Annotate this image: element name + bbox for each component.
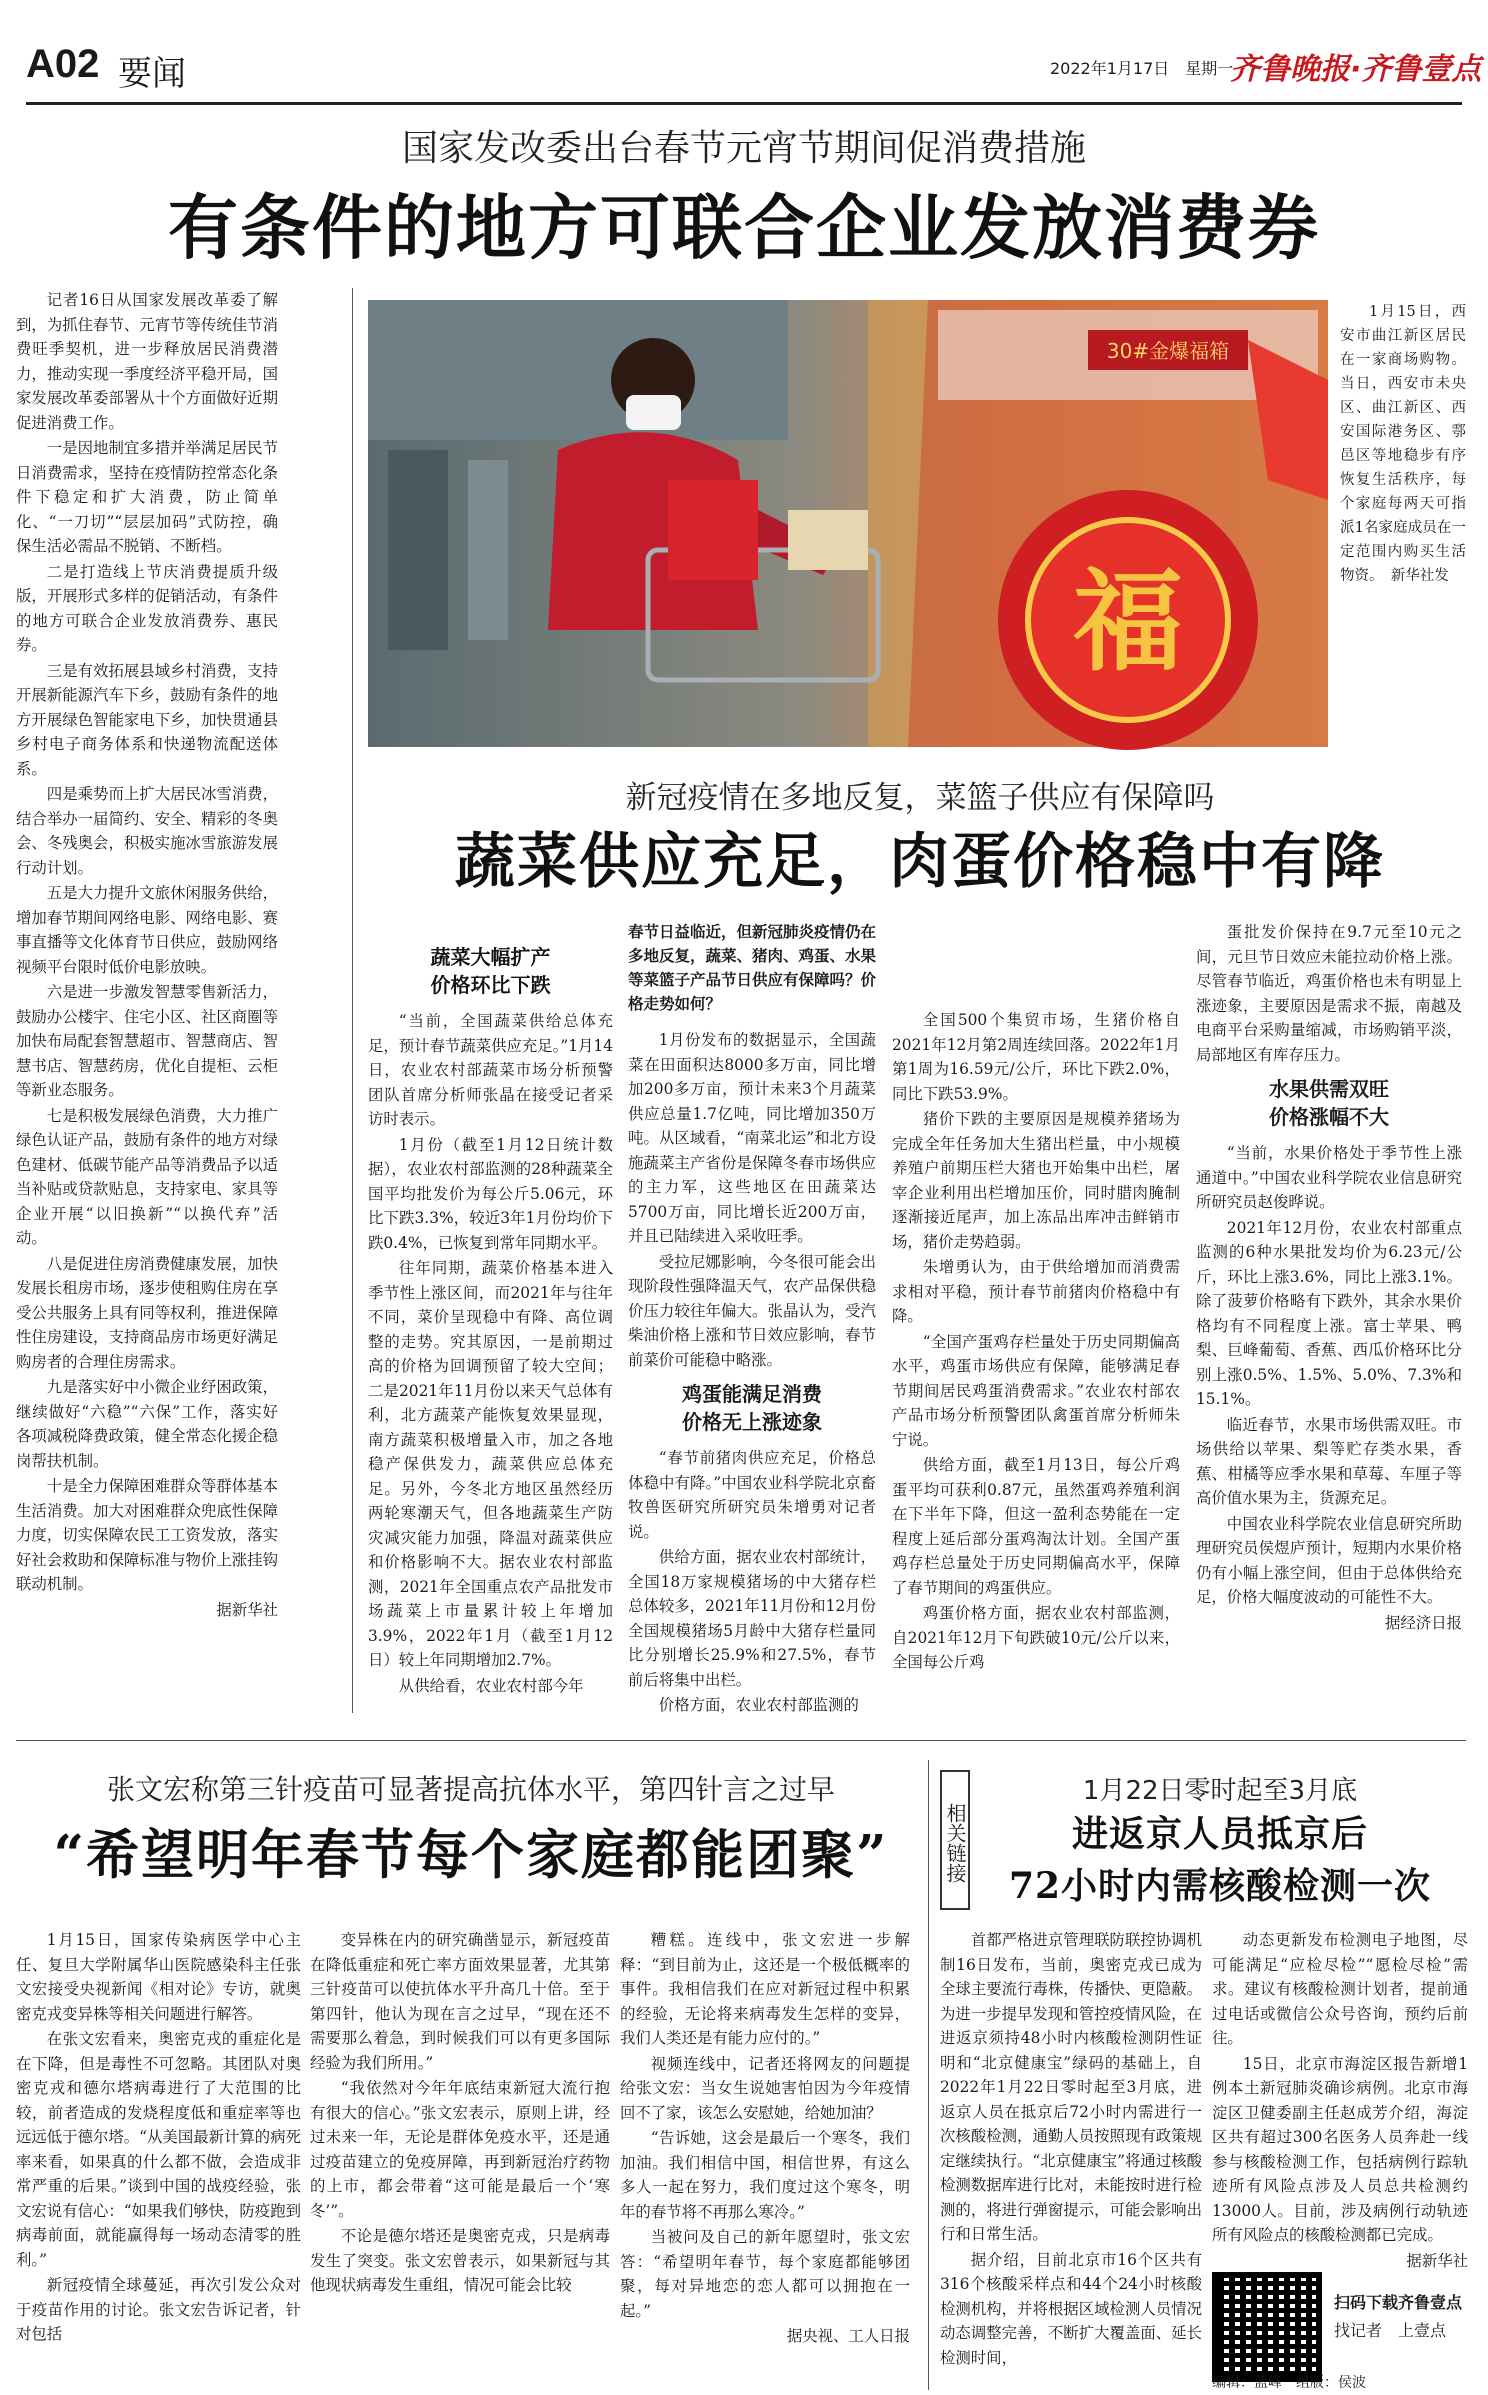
header-rule (26, 102, 1462, 105)
a3-paragraph: 不论是德尔塔还是奥密克戎，只是病毒发生了突变。张文宏曾表示，如果新冠与其他现状病毒发生重组，情况可能会比较 (310, 2227, 610, 2294)
a3-source: 据央视、工人日报 (786, 2327, 910, 2345)
qr-line2: 找记者 上壹点 (1334, 2321, 1447, 2340)
photo-sign-text: 30#金爆福箱 (1106, 339, 1230, 363)
a3-paragraph: 视频连线中，记者还将网友的问题提给张文宏：当女生说她害怕因为今年疫情回不了家，该怎么安慰她，给她加油？ (620, 2054, 910, 2122)
column-divider (352, 288, 353, 1713)
a2-sub1: 蔬菜大幅扩产 价格环比下跌 (430, 945, 551, 997)
column-divider-2 (928, 1760, 929, 2390)
a1-paragraph: 记者16日从国家发展改革委了解到，为抓住春节、元宵节等传统佳节消费旺季契机，进一步释放居民消费潜力，推动实现一季度经济平稳开局，国家发展改革委部署从十个方面做好近期促进消费工作。 (16, 291, 278, 432)
a1-paragraph: 三是有效拓展县域乡村消费，支持开展新能源汽车下乡，鼓励有条件的地方开展绿色智能家电下乡，加快贯通县乡村电子商务体系和快递物流配送体系。 (16, 661, 278, 778)
a1-headline: 有条件的地方可联合企业发放消费券 (168, 186, 1320, 269)
a1-source: 据新华社 (216, 1600, 278, 1619)
a1-photo-caption: 1月15日，西安市曲江新区居民在一家商场购物。当日，西安市未央区、曲江新区、西安国际港务区、鄠邑区等地稳步有序恢复生活秩序，每个家庭每两天可指派1名家庭成员在一定范围内购买生活物资。 新华社发 (1340, 304, 1466, 584)
page-code: A02 (26, 42, 100, 86)
a1-paragraph: 二是打造线上节庆消费提质升级版，开展形式多样的促销活动，有条件的地方可联合企业发放消费券、惠民券。 (16, 562, 278, 654)
a3-paragraph: 变异株在内的研究确凿显示，新冠疫苗在降低重症和死亡率方面效果显著，尤其第三针疫苗可以使抗体水平升高几十倍。至于第四针，他认为现在言之过早，“现在还不需要那么着急，到时候我们可以有更多国际经验为我们所用。” (310, 1931, 610, 2072)
a3-paragraph: “告诉她，这会是最后一个寒冬，我们加油。我们相信中国，相信世界，有这么多人一起在努力，我们度过这个寒冬，明年的春节将不再那么寒冷。” (620, 2129, 910, 2221)
a4-headline: 进返京人员抵京后 72小时内需核酸检测一次 (1008, 1813, 1432, 1907)
a3-paragraph: 新冠疫情全球蔓延，再次引发公众对于疫苗作用的讨论。张文宏告诉记者，针对包括 (16, 2276, 301, 2343)
issue-date: 2022年1月17日 星期一 (1050, 59, 1234, 78)
a2-col2 (628, 920, 877, 1714)
a2-paragraph: 鸡蛋价格方面，据农业农村部监测，自2021年12月下旬跌破10元/公斤以来，全国每公斤鸡 (892, 1604, 1180, 1671)
a4-source: 据新华社 (1406, 2251, 1468, 2270)
a2-sub2: 鸡蛋能满足消费 价格无上涨迹象 (682, 1382, 822, 1434)
a2-paragraph: “当前，水果价格处于季节性上涨通道中。”中国农业科学院农业信息研究所研究员赵俊晔说。 (1196, 1144, 1462, 1211)
a2-paragraph: “当前，全国蔬菜供给总体充足，预计春节蔬菜供应充足。”1月14日，农业农村部蔬菜市场分析预警团队首席分析师张晶在接受记者采访时表示。 (368, 1012, 614, 1128)
a1-paragraph: 六是进一步激发智慧零售新活力，鼓励办公楼宇、住宅小区、社区商圈等加快布局配套智慧超市、智慧商店、智慧书店、智慧药房，优化自提柜、云柜等新业态服务。 (16, 983, 278, 1099)
shopping-photo (368, 300, 1328, 747)
a2-col3 (892, 1008, 1180, 1705)
a4-kicker: 1月22日零时起至3月底 (1082, 1776, 1358, 1806)
a3-kicker: 张文宏称第三针疫苗可显著提高抗体水平，第四针言之过早 (106, 1773, 835, 1806)
qr-line1: 扫码下载齐鲁壹点 (1334, 2293, 1463, 2312)
fu-character: 福 (1073, 557, 1183, 686)
related-link-tag: 相关链接 (940, 1770, 970, 1910)
a2-paragraph: 价格方面，农业农村部监测的 (658, 1696, 859, 1714)
a4-col1 (940, 1928, 1202, 2393)
a1-paragraph: 八是促进住房消费健康发展，加快发展长租房市场，逐步使租购住房在享受公共服务上具有同等权利，推进保障性住房建设，支持商品房市场更好满足购房者的合理住房需求。 (16, 1254, 278, 1371)
a2-sub3: 水果供需双旺 价格涨幅不大 (1269, 1077, 1389, 1129)
a3-paragraph: “我依然对今年年底结束新冠大流行抱有很大的信心。”张文宏表示，原则上讲，经过未来一年，无论是群体免疫水平，还是通过疫苗建立的免疫屏障，再到新冠治疗药物的上市，都会带着“这可能是最后一个‘寒冬’”。 (310, 2079, 610, 2220)
a4-paragraph: 首都严格进京管理联防联控协调机制16日发布，当前，奥密克戎已成为全球主要流行毒株，传播快、更隐蔽。为进一步提早发现和管控疫情风险，在进返京须持48小时内核酸检测阴性证明和“北京健康宝”绿码的基础上，自2022年1月22日零时起至3月底，进返京人员在抵京后72小时内需进行一次核酸检测，通勤人员按照现有政策规定继续执行。“北京健康宝”将通过核酸检测数据库进行比对，未能按时进行检测的，将进行弹窗提示，可能会影响出行和日常生活。 (940, 1931, 1202, 2243)
a3-paragraph: 在张文宏看来，奥密克戎的重症化是在下降，但是毒性不可忽略。其团队对奥密克戎和德尔塔病毒进行了大范围的比较，前者造成的发烧程度低和重症率等也远远低于德尔塔。“从美国最新计算的病死率来看，如果真的什么都不做，会造成非常严重的后果。”谈到中国的战疫经验，张文宏说有信心：“如果我们够快，防疫跑到病毒前面，就能赢得每一场动态清零的胜利。” (16, 2030, 301, 2269)
section-divider (16, 1740, 1466, 1741)
a2-paragraph: 猪价下跌的主要原因是规模养猪场为完成全年任务加大生猪出栏量，中小规模养殖户前期压栏大猪也开始集中出栏，屠宰企业利用出栏增加压价，同时腊肉腌制逐渐接近尾声，加上冻品出库冲击鲜销市场，猪价走势趋弱。 (892, 1110, 1180, 1251)
a3-headline: “希望明年春节每个家庭都能团聚” (53, 1824, 889, 1886)
a1-kicker: 国家发改委出台春节元宵节期间促消费措施 (401, 128, 1086, 169)
a1-photo (368, 300, 1328, 747)
a4-paragraph: 据介绍，目前北京市16个区共有316个核酸采样点和44个24小时核酸检测机构，并将根据区域检测人员情况动态调整完善，不断扩大覆盖面、延长检测时间， (940, 2250, 1202, 2367)
a2-intro: 春节日益临近，但新冠肺炎疫情仍在多地反复，蔬菜、猪肉、鸡蛋、水果等菜篮子产品节日供应有保障吗？价格走势如何？ (628, 923, 877, 1013)
a2-paragraph: 中国农业科学院农业信息研究所助理研究员侯煜庐预计，短期内水果价格仍有小幅上涨空间，但由于总体供给充足，价格大幅度波动的可能性不大。 (1196, 1514, 1462, 1606)
a2-paragraph: 全国500个集贸市场，生猪价格自2021年12月第2周连续回落。2022年1月第1周为16.59元/公斤，环比下跌2.0%，同比下跌53.9%。 (892, 1011, 1180, 1103)
a2-paragraph: “全国产蛋鸡存栏量处于历史同期偏高水平，鸡蛋市场供应有保障，能够满足春节期间居民鸡蛋消费需求。”农业农村部农产品市场分析预警团队禽蛋首席分析师朱宁说。 (892, 1332, 1180, 1449)
a2-paragraph: 临近春节，水果市场供需双旺。市场供给以苹果、梨等贮存类水果，香蕉、柑橘等应季水果和草莓、车厘子等高价值水果为主，货源充足。 (1196, 1415, 1462, 1507)
a3-col2 (310, 1928, 610, 2393)
a2-col4 (1196, 920, 1462, 1710)
a2-paragraph: 从供给看，农业农村部今年 (398, 1676, 584, 1695)
a2-paragraph: 往年同期，蔬菜价格基本进入季节性上涨区间，而2021年与往年不同，菜价呈现稳中有降、高位调整的走势。究其原因，一是前期过高的价格为回调预留了较大空间；二是2021年11月份以来天气总体有利，北方蔬菜产能恢复效果显现，南方蔬菜积极增量入市，加之各地稳产保供发力，蔬菜供应总体充足。另外，今冬北方地区虽然经历两轮寒潮天气，但各地蔬菜生产防灾减灾能力加强，降温对蔬菜供应和价格影响不大。据农业农村部监测，2021年全国重点农产品批发市场蔬菜上市量累计较上年增加3.9%，2022年1月（截至1月12日）较上年同期增加2.7%。 (368, 1259, 613, 1669)
a4-paragraph: 动态更新发布检测电子地图，尽可能满足“应检尽检”“愿检尽检”需求。建议有核酸检测计划者，提前通过电话或微信公众号咨询，预约后前往。 (1212, 1931, 1468, 2047)
a2-paragraph: 2021年12月份，农业农村部重点监测的6种水果批发均价为6.23元/公斤，环比上涨3.6%，同比上涨3.1%。除了菠萝价格略有下跌外，其余水果价格均有不同程度上涨。富士苹果、鸭梨、巨峰葡萄、香蕉、西瓜价格环比分别上涨0.5%、1.5%、5.0%、7.3%和15.1%。 (1196, 1218, 1462, 1408)
a2-paragraph: 1月份发布的数据显示，全国蔬菜在田面积达8000多万亩，同比增加200多万亩，预计未来3个月蔬菜供应总量1.7亿吨，同比增加350万吨。从区域看，“南菜北运”和北方设施蔬菜主产省份是保障冬春市场供应的主力军，这些地区在田蔬菜达5700万亩，同比增长近200万亩，并且已陆续进入采收旺季。 (628, 1031, 876, 1245)
a3-paragraph: 当被问及自己的新年愿望时，张文宏答：“希望明年春节，每个家庭都能够团聚，每对异地恋的恋人都可以拥抱在一起。” (620, 2228, 910, 2320)
a2-col1 (368, 935, 613, 1705)
a1-paragraph: 五是大力提升文旅休闲服务供给，增加春节期间网络电影、网络电影、赛事直播等文化体育节日供应，鼓励网络视频平台限时低价电影放映。 (16, 884, 278, 976)
a4-col2 (1212, 1928, 1468, 2270)
section-name: 要闻 (118, 54, 186, 94)
a4-paragraph: 15日，北京市海淀区报告新增1例本土新冠肺炎确诊病例。北京市海淀区卫健委副主任赵成芳介绍，海淀区共有超过300名医务人员奔赴一线参与核酸检测工作，包括病例行踪轨迹所有风险点涉及人员总共检测约13000人。目前，涉及病例行动轨迹所有风险点的核酸检测都已完成。 (1212, 2054, 1468, 2244)
a1-body (16, 288, 278, 1718)
a1-paragraph: 七是积极发展绿色消费，大力推广绿色认证产品，鼓励有条件的地方对绿色建材、低碳节能产品等消费品予以适当补贴或贷款贴息，支持家电、家具等企业开展“以旧换新”“以换代弃”活动。 (16, 1106, 278, 1247)
a3-col3 (620, 1928, 910, 2393)
a2-source: 据经济日报 (1385, 1613, 1462, 1632)
a2-paragraph: “春节前猪肉供应充足，价格总体稳中有降。”中国农业科学院北京畜牧兽医研究所研究员朱增勇对记者说。 (628, 1449, 876, 1541)
a3-paragraph: 糟糕。连线中，张文宏进一步解释：“到目前为止，这还是一个极低概率的事件。我相信我们在应对新冠过程中积累的经验，无论将来病毒发生怎样的变异，我们人类还是有能力应付的。” (620, 1931, 910, 2047)
editor-credit: 编辑：蓝峰 组版：侯波 (1212, 2375, 1366, 2391)
a2-kicker: 新冠疫情在多地反复，菜篮子供应有保障吗 (625, 780, 1215, 816)
a3-paragraph: 1月15日，国家传染病医学中心主任、复旦大学附属华山医院感染科主任张文宏接受央视新闻《相对论》专访，就奥密克戎变异株等相关问题进行解答。 (16, 1931, 301, 2023)
a2-headline: 蔬菜供应充足，肉蛋价格稳中有降 (455, 827, 1385, 897)
a2-paragraph: 蛋批发价保持在9.7元至10元之间，元旦节日效应未能拉动价格上涨。尽管春节临近，鸡蛋价格也未有明显上涨迹象，主要原因是需求不振，南越及电商平台采购量缩减，市场购销平淡，局部地区有库存压力。 (1196, 923, 1462, 1064)
a2-paragraph: 1月份（截至1月12日统计数据），农业农村部监测的28种蔬菜全国平均批发价为每公斤5.06元，环比下跌3.3%，较近3年1月份均价下跌0.4%，已恢复到常年同期水平。 (368, 1135, 613, 1252)
a1-paragraph: 十是全力保障困难群众等群体基本生活消费。加大对困难群众兜底性保障力度，切实保障农民工工资发放，落实好社会救助和保障标准与物价上涨挂钩联动机制。 (16, 1477, 278, 1593)
a2-paragraph: 供给方面，截至1月13日，每公斤鸡蛋平均可获利0.87元，虽然蛋鸡养殖利润在下半年下降，但这一盈利态势能在一定程度上延后部分蛋鸡淘汰计划。全国产蛋鸡存栏总量处于历史同期偏高水平，保障了春节期间的鸡蛋供应。 (892, 1456, 1180, 1597)
a2-paragraph: 供给方面，据农业农村部统计，全国18万家规模猪场的中大猪存栏总体较多，2021年11月份和12月份全国规模猪场5月龄中大猪存栏量同比分别增长25.9%和27.5%，春节前后将集中出栏。 (628, 1548, 876, 1689)
a2-paragraph: 受拉尼娜影响，今冬很可能会出现阶段性强降温天气，农产品保供稳价压力较往年偏大。张晶认为，受汽柴油价格上涨和节日效应影响，春节前菜价可能稳中略涨。 (628, 1252, 876, 1369)
a1-paragraph: 一是因地制宜多措并举满足居民节日消费需求，坚持在疫情防控常态化条件下稳定和扩大消费，防止简单化、“一刀切”“层层加码”式防控，确保生活必需品不脱销、不断档。 (16, 439, 278, 555)
a1-paragraph: 四是乘势而上扩大居民冰雪消费，结合举办一届简约、安全、精彩的冬奥会、冬残奥会，积极实施冰雪旅游发展行动计划。 (16, 785, 278, 877)
a2-paragraph: 朱增勇认为，由于供给增加而消费需求相对平稳，预计春节前猪肉价格稳中有降。 (892, 1258, 1180, 1325)
qr-code[interactable] (1212, 2272, 1322, 2382)
a3-col1 (16, 1928, 301, 2393)
newspaper-logo: 齐鲁晚报·齐鲁壹点 (1230, 52, 1482, 87)
a1-paragraph: 九是落实好中小微企业纾困政策，继续做好“六稳”“六保”工作，落实好各项减税降费政策，健全常态化援企稳岗帮扶机制。 (16, 1378, 278, 1470)
